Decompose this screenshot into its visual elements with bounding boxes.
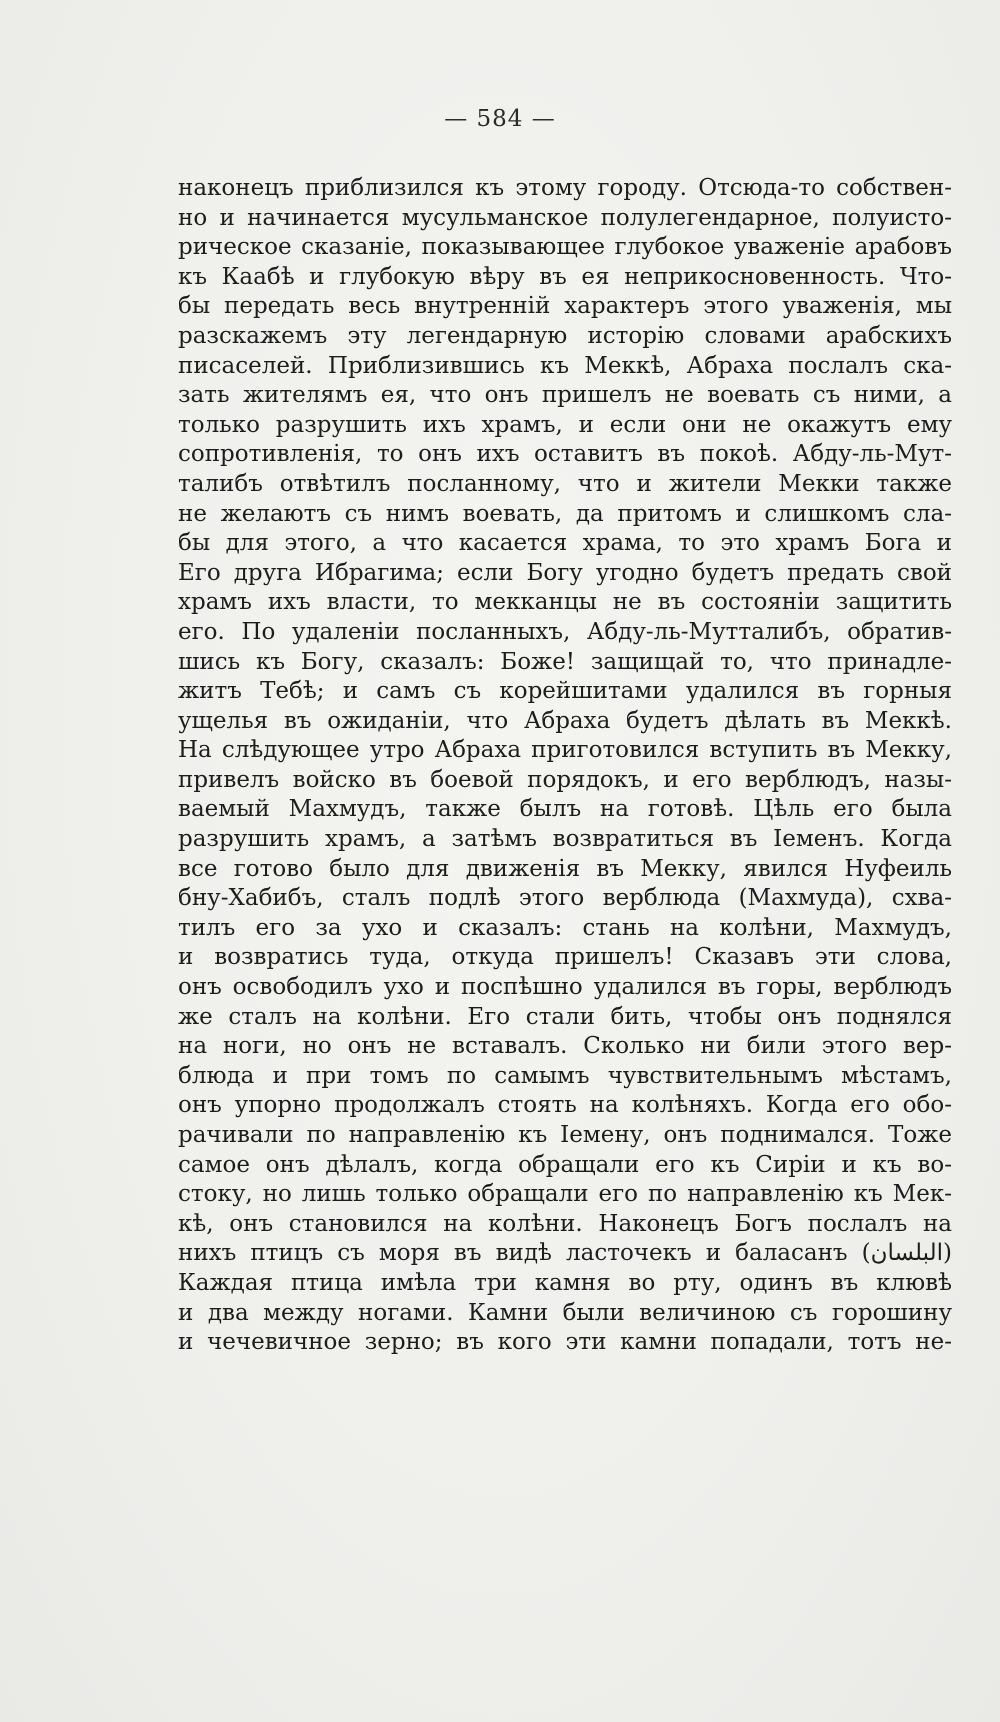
- text-line: къ Каабѣ и глубокую вѣру въ ея неприкосновенность. Что-: [178, 263, 952, 290]
- text-line: ваемый Махмудъ, также былъ на готовѣ. Цѣль его была: [178, 796, 952, 823]
- text-line: разскажемъ эту легендарную исторію словами арабскихъ: [178, 322, 952, 349]
- page-number: — 584 —: [444, 106, 556, 132]
- text-line: На слѣдующее утро Абраха приготовился вступить въ Мекку,: [178, 737, 952, 764]
- text-line: и чечевичное зерно; въ кого эти камни попадали, тотъ не-: [178, 1329, 952, 1356]
- text-line: писаселей. Приблизившись къ Меккѣ, Абраха послалъ ска-: [178, 352, 952, 379]
- text-line: самое онъ дѣлалъ, когда обращали его къ Сиріи и къ во-: [178, 1151, 952, 1178]
- text-line: ущелья въ ожиданіи, что Абраха будетъ дѣлать въ Меккѣ.: [178, 707, 952, 734]
- text-line: житъ Тебѣ; и самъ съ корейшитами удалился въ горныя: [178, 678, 952, 705]
- text-line: талибъ отвѣтилъ посланному, что и жители Мекки также: [178, 470, 952, 497]
- text-line: наконецъ приблизился къ этому городу. Отсюда-то собствен-: [178, 175, 952, 201]
- text-line: и возвратись туда, откуда пришелъ! Сказавъ эти слова,: [178, 944, 952, 971]
- text-line: сопротивленія, то онъ ихъ оставитъ въ покоѣ. Абду-ль-Мут-: [178, 441, 952, 468]
- text-line: только разрушить ихъ храмъ, и если они не окажутъ ему: [178, 411, 952, 438]
- text-line: Его друга Ибрагима; если Богу угодно будетъ предать свой: [178, 559, 952, 586]
- text-line: рическое сказаніе, показывающее глубокое уваженіе арабовъ: [178, 234, 952, 261]
- text-line: привелъ войско въ боевой порядокъ, и его верблюдъ, назы-: [178, 766, 952, 793]
- text-line: блюда и при томъ по самымъ чувствительнымъ мѣстамъ,: [178, 1062, 952, 1089]
- text-line: нихъ птицъ съ моря въ видѣ ласточекъ и баласанъ (البلسان): [178, 1240, 952, 1267]
- text-line: не желаютъ съ нимъ воевать, да притомъ и слишкомъ сла-: [178, 500, 952, 527]
- text-line: рачивали по направленію къ Іемену, онъ поднимался. Тоже: [178, 1122, 952, 1148]
- text-line: бну-Хабибъ, сталъ подлѣ этого верблюда (Махмуда), схва-: [178, 885, 952, 912]
- text-line: на ноги, но онъ не вставалъ. Сколько ни били этого вер-: [178, 1033, 952, 1060]
- text-line: и два между ногами. Камни были величиною съ горошину: [178, 1299, 952, 1326]
- text-line: все готово было для движенія въ Мекку, явился Нуфеиль: [178, 855, 952, 882]
- text-line: его. По удаленіи посланныхъ, Абду-ль-Мутталибъ, обратив-: [178, 618, 952, 645]
- text-line: кѣ, онъ становился на колѣни. Наконецъ Богъ послалъ на: [178, 1210, 952, 1237]
- text-line: разрушить храмъ, а затѣмъ возвратиться въ Іеменъ. Когда: [178, 826, 952, 853]
- text-line: но и начинается мусульманское полулегендарное, полуисто-: [178, 204, 952, 231]
- text-line: онъ освободилъ ухо и поспѣшно удалился въ горы, верблюдъ: [178, 974, 952, 1001]
- text-line: онъ упорно продолжалъ стоять на колѣняхъ. Когда его обо-: [178, 1092, 952, 1119]
- text-line: стоку, но лишь только обращали его по направленію къ Мек-: [178, 1181, 952, 1208]
- text-line: бы для этого, а что касается храма, то это храмъ Бога и: [178, 530, 952, 557]
- text-line: зать жителямъ ея, что онъ пришелъ не воевать съ ними, а: [178, 382, 952, 409]
- text-line: шись къ Богу, сказалъ: Боже! защищай то, что принадле-: [178, 648, 952, 675]
- text-line: храмъ ихъ власти, то мекканцы не въ состояніи защитить: [178, 589, 952, 616]
- text-line: тилъ его за ухо и сказалъ: стань на колѣни, Махмудъ,: [178, 914, 952, 941]
- text-line: же сталъ на колѣни. Его стали бить, чтобы онъ поднялся: [178, 1003, 952, 1030]
- text-line: Каждая птица имѣла три камня во рту, одинъ въ клювѣ: [178, 1269, 952, 1296]
- text-line: бы передать весь внутренній характеръ этого уваженія, мы: [178, 293, 952, 320]
- body-text: [178, 174, 952, 1358]
